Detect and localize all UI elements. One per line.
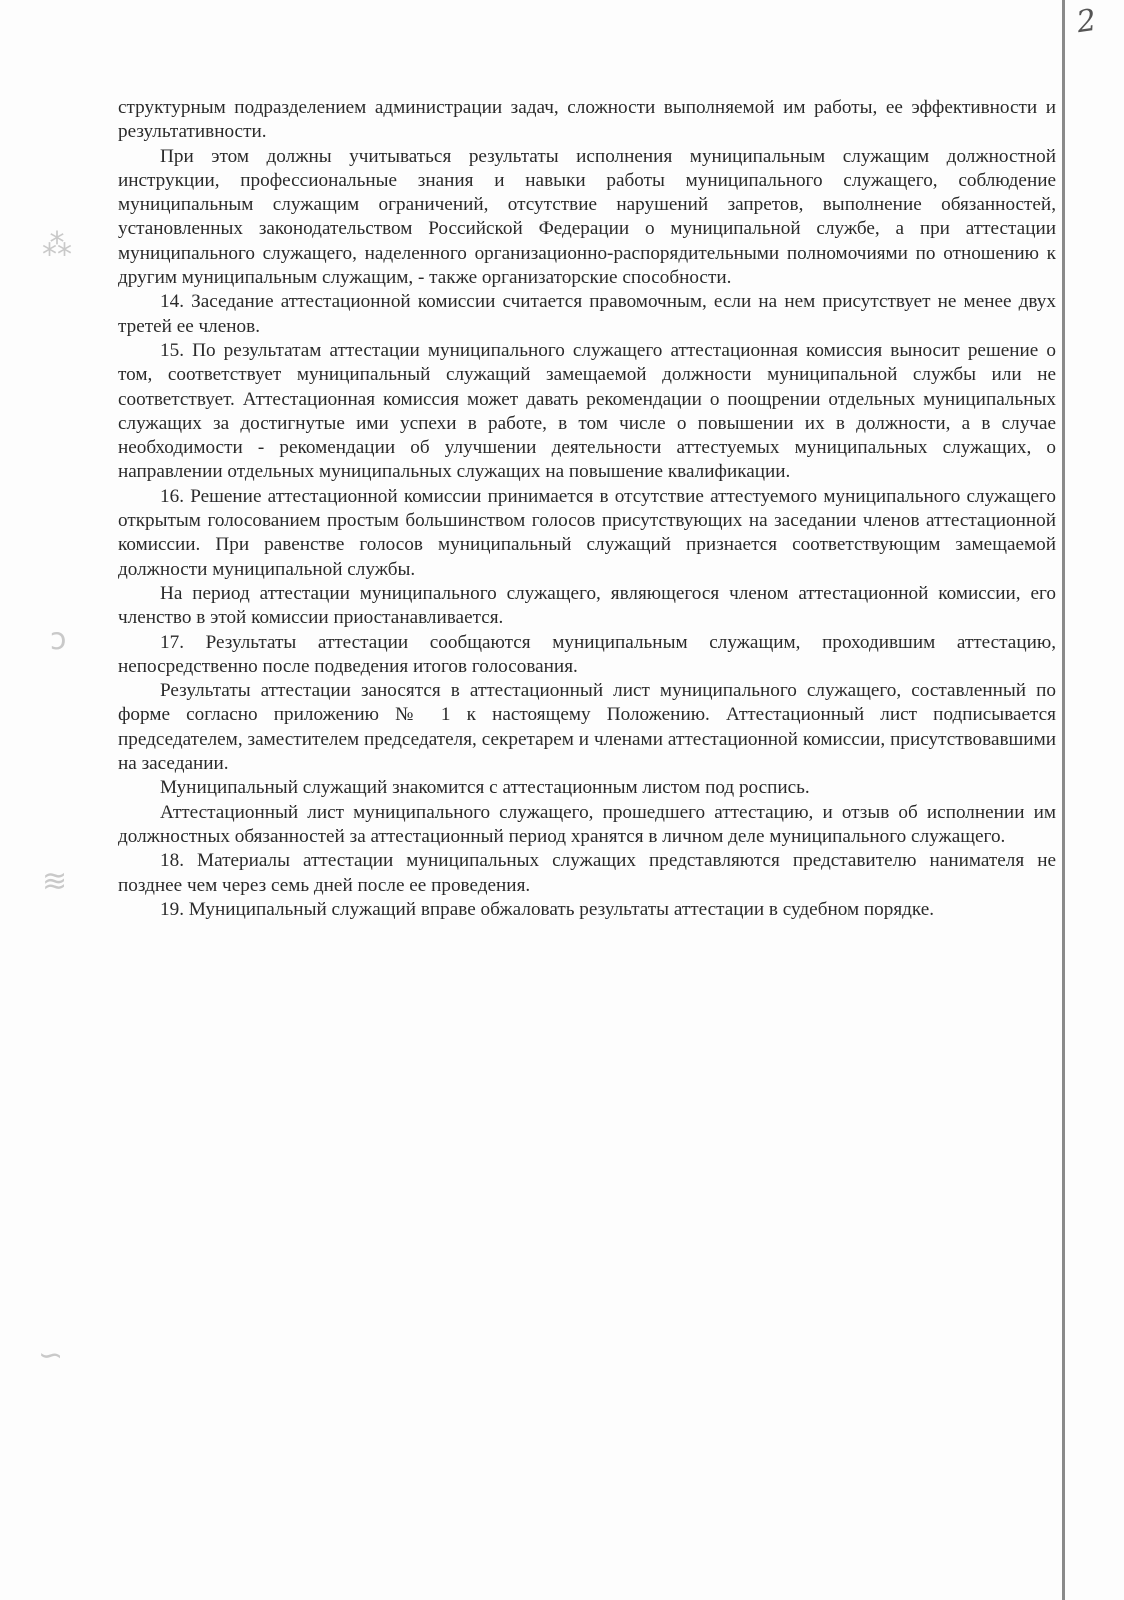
page-number: 2: [1074, 2, 1099, 41]
paragraph-14: 14. Заседание аттестационной комиссии считается правомочным, если на нем присутствует не менее двух третей ее членов.: [118, 291, 1056, 337]
paragraph-personal-file: Аттестационный лист муниципального служащего, прошедшего аттестацию, и отзыв об исполнении им должностных обязанностей за аттестационный период хранятся в личном деле муниципального служащего.: [118, 801, 1056, 847]
binding-edge-line: [1062, 0, 1065, 1600]
paragraph-continuation: структурным подразделением администрации задач, сложности выполняемой им работы, ее эффективности и результативности.: [118, 97, 1056, 143]
paragraph-evaluation-criteria: При этом должны учитываться результаты исполнения муниципальным служащим должностной инструкции, профессиональные знания и навыки работы муниципального служащего, соблюдение муниципальным служащим ограничений, отсутствие нарушений запретов, выполнение обязанностей, установленных законодательством Российской Федерации о муниципальной службе, а при аттестации муниципального служащего, наделенного организационно-распорядительными полномочиями по отношению к другим муниципальным служащим, - также организаторские способности.: [118, 145, 1056, 289]
scan-artifact: ≋: [42, 864, 68, 899]
paragraph-17: 17. Результаты аттестации сообщаются муниципальным служащим, проходившим аттестацию, непосредственно после подведения итогов голосования.: [118, 631, 1056, 677]
paragraph-16: 16. Решение аттестационной комиссии принимается в отсутствие аттестуемого муниципального служащего открытым голосованием простым большинством голосов присутствующих на заседании членов аттестационной комиссии. При равенстве голосов муниципальный служащий признается соответствующим замещаемой должности муниципальной службы.: [118, 485, 1056, 580]
scan-artifact: ↄ: [50, 622, 67, 657]
paragraph-19: 19. Муниципальный служащий вправе обжаловать результаты аттестации в судебном порядке.: [160, 898, 935, 920]
document-text: [118, 96, 1056, 922]
paragraph-15: 15. По результатам аттестации муниципального служащего аттестационная комиссия выносит решение о том, соответствует муниципальный служащий замещаемой должности муниципальной службы или не соответствует. Аттестационная комиссия может давать рекомендации о поощрении отдельных муниципальных служащих за достигнутые ими успехи в работе, в том числе о повышении их в должности, а в случае необходимости - рекомендации об улучшении деятельности аттестуемых муниципальных служащих, о направлении отдельных муниципальных служащих на повышение квалификации.: [118, 339, 1056, 483]
paragraph-18: 18. Материалы аттестации муниципальных служащих представляются представителю нанимателя не позднее чем через семь дней после ее проведения.: [118, 850, 1056, 896]
paragraph-signature-acknowledgement: Муниципальный служащий знакомится с аттестационным листом под роспись.: [160, 777, 810, 799]
scan-artifact: ∽: [38, 1338, 64, 1373]
paragraph-membership-suspension: На период аттестации муниципального служащего, являющегося членом аттестационной комиссии, его членство в этой комиссии приостанавливается.: [118, 582, 1056, 629]
paragraph-attestation-sheet: Результаты аттестации заносятся в аттестационный лист муниципального служащего, составленный по форме согласно приложению № 1 к настоящему Положению. Аттестационный лист подписывается председателем, заместителем председателя, секретарем и членами аттестационной комиссии, присутствовавшими на заседании.: [118, 680, 1056, 775]
scan-artifact: ⁂: [42, 228, 72, 263]
